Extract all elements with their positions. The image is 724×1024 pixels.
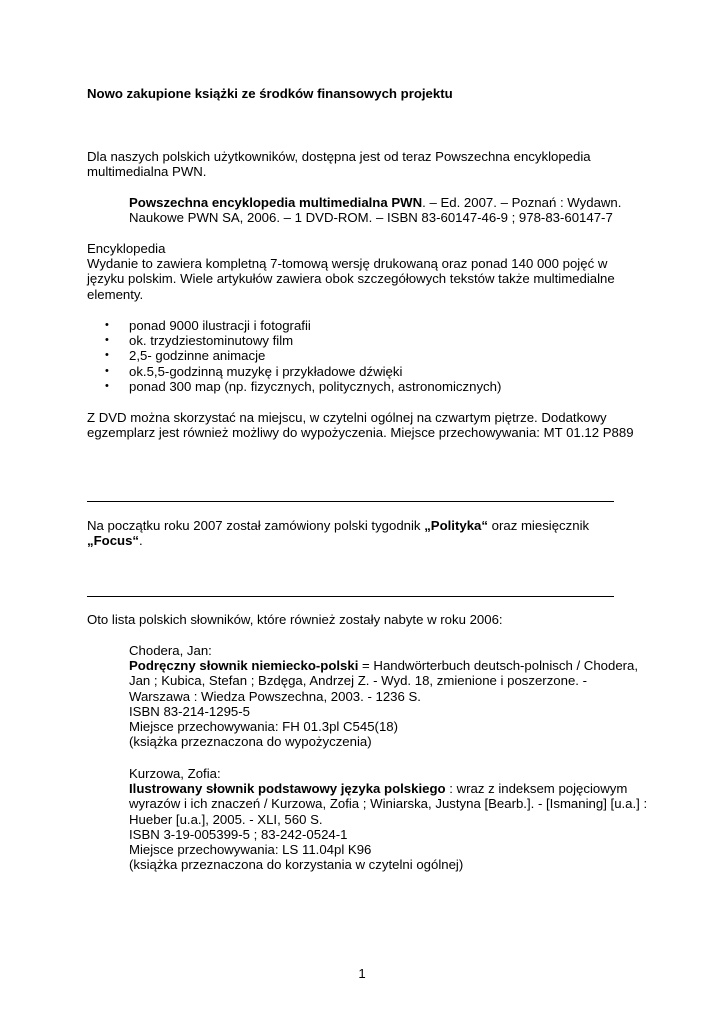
feature-text: ok. trzydziestominutowy film: [129, 333, 294, 349]
encyclopedia-title: Powszechna encyklopedia multimedialna PWN: [129, 195, 423, 210]
dictionary-citation: [129, 658, 649, 704]
dictionaries-intro-paragraph: [87, 612, 647, 627]
bullet-icon: •: [105, 364, 109, 377]
dictionary-details: : wraz z indeksem pojęciowym wyrazów i ich znaczeń / Kurzowa, Zofia ; Winiarska, Justyna [Bearb.]. - [Ismaning] [u.a.] : Hueber [u.a.], 2005. - XLI, 560 S.: [129, 781, 648, 827]
dictionary-isbn: ISBN 3-19-005399-5 ; 83-242-0524-1: [129, 826, 348, 842]
page-title: Nowo zakupione książki ze środków finansowych projektu: [87, 86, 453, 101]
dictionaries-intro: Oto lista polskich słowników, które również zostały nabyte w roku 2006:: [87, 612, 503, 627]
intro-text: Dla naszych polskich użytkowników, dostępna jest od teraz Powszechna encyklopedia multimedialna PWN.: [87, 149, 591, 180]
dictionary-title: Podręczny słownik niemiecko-polski: [129, 658, 359, 674]
bullet-icon: •: [105, 334, 109, 347]
list-item: [87, 379, 501, 394]
dictionary-entry: [129, 643, 649, 749]
periodicals-middle: oraz miesięcznik: [487, 518, 590, 533]
bullet-icon: •: [105, 379, 109, 392]
dictionary-title: Ilustrowany słownik podstawowy języka polskiego: [129, 781, 446, 797]
magazine-polityka: „Polityka“: [424, 518, 488, 533]
page-number: 1: [358, 966, 366, 981]
magazine-focus: „Focus“: [87, 533, 140, 549]
dictionary-citation: [129, 781, 649, 827]
divider: [87, 596, 614, 597]
dictionary-location: Miejsce przechowywania: FH 01.3pl C545(18): [129, 719, 398, 735]
description-text: Wydanie to zawiera kompletną 7-tomową wersję drukowaną oraz ponad 140 000 pojęć w języku polskim. Wiele artykułów zawiera obok szczegółowych tekstów także multimedialne elementy.: [87, 256, 615, 302]
list-item: [87, 318, 501, 333]
description-label: Encyklopedia: [87, 241, 166, 256]
encyclopedia-description: [87, 241, 647, 302]
list-item: [87, 333, 501, 348]
feature-text: ponad 9000 ilustracji i fotografii: [129, 318, 311, 333]
periodicals-text: [87, 518, 647, 548]
divider: [87, 501, 614, 502]
dictionary-note: (książka przeznaczona do korzystania w czytelni ogólnej): [129, 857, 464, 873]
periodicals-before: Na początku roku 2007 został zamówiony polski tygodnik: [87, 518, 425, 533]
dvd-note: Z DVD można skorzystać na miejscu, w czytelni ogólnej na czwartym piętrze. Dodatkowy egzemplarz jest również możliwy do wypożyczenia. Miejsce przechowywania: MT 01.12 P889: [87, 410, 634, 441]
dvd-note-paragraph: [87, 410, 647, 440]
feature-text: ok.5,5-godzinną muzykę i przykładowe dźwięki: [129, 363, 403, 379]
periodicals-paragraph: [87, 518, 647, 548]
bullet-icon: •: [105, 349, 109, 362]
encyclopedia-details: . – Ed. 2007. – Poznań : Wydawn. Naukowe PWN SA, 2006. – 1 DVD-ROM. – ISBN 83-60147-46-9 ; 978-83-60147-7: [129, 195, 622, 226]
list-item: [87, 348, 501, 363]
feature-text: ponad 300 map (np. fizycznych, politycznych, astronomicznych): [129, 378, 502, 394]
dictionary-details: = Handwörterbuch deutsch-polnisch / Chodera, Jan ; Kubica, Stefan ; Bzdęga, Andrzej Z. - Wyd. 18, zmienione i poszerzone. - Warszawa : Wiedza Powszechna, 2003. - 1236 S.: [129, 658, 639, 704]
periodicals-after: .: [139, 533, 143, 549]
encyclopedia-reference: [129, 195, 649, 225]
dictionary-isbn: ISBN 83-214-1295-5: [129, 703, 250, 719]
intro-paragraph: [87, 149, 647, 179]
dictionary-author: Chodera, Jan:: [129, 643, 212, 658]
dictionary-location: Miejsce przechowywania: LS 11.04pl K96: [129, 842, 372, 858]
encyclopedia-citation: [129, 195, 649, 225]
features-list: [87, 318, 501, 394]
list-item: [87, 364, 501, 379]
bullet-icon: •: [105, 319, 109, 331]
dictionary-entry: [129, 766, 649, 872]
dictionary-author: Kurzowa, Zofia:: [129, 766, 221, 781]
dictionary-note: (książka przeznaczona do wypożyczenia): [129, 734, 372, 750]
feature-text: 2,5- godzinne animacje: [129, 348, 266, 364]
